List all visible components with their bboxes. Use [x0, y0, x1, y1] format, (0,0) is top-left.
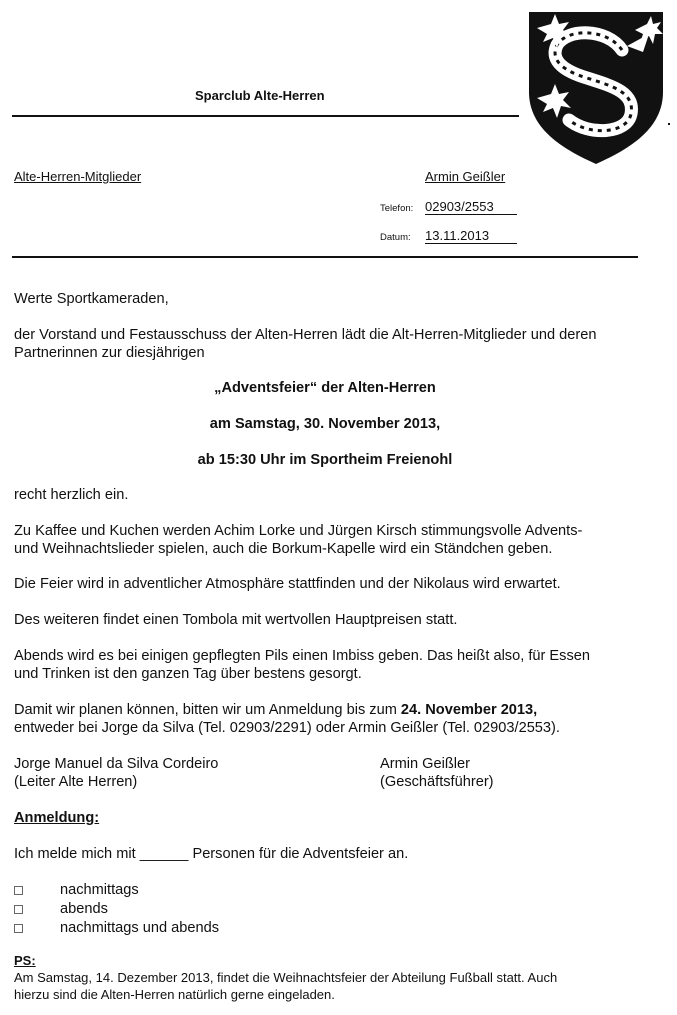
event-title: „Adventsfeier“ der Alten-Herren: [214, 380, 436, 396]
invite-end: recht herzlich ein.: [14, 487, 129, 503]
intro-line-2: Partnerinnen zur diesjährigen: [14, 345, 205, 361]
checkbox-both[interactable]: [14, 924, 23, 933]
datum-value: 13.11.2013: [425, 228, 517, 244]
music-line-1: Zu Kaffee und Kuchen werden Achim Lorke und Jürgen Kirsch stimmungsvolle Advents-: [14, 523, 583, 539]
checkbox-evening[interactable]: [14, 905, 23, 914]
sender-name: Armin Geißler: [425, 169, 506, 184]
option-row-both: [14, 919, 220, 937]
attendance-line: [14, 845, 408, 863]
event-date: am Samstag, 30. November 2013,: [209, 416, 441, 432]
persons-blank: ______: [139, 846, 189, 862]
option-row-evening: [14, 900, 108, 918]
event-time-place: ab 15:30 Uhr im Sportheim Freienohl: [197, 452, 453, 468]
signature-right-name: Armin Geißler: [380, 756, 471, 772]
registration-line-1: [14, 701, 537, 719]
club-crest-logo: [527, 10, 667, 165]
telefon-label: Telefon:: [380, 203, 414, 214]
telefon-value: 02903/2553: [425, 199, 517, 215]
crest-dot: [668, 123, 670, 125]
option-row-afternoon: [14, 881, 139, 899]
attendance-text-a: Ich melde mich mit: [14, 846, 140, 862]
intro-line-1: der Vorstand und Festausschuss der Alten-Herren lädt die Alt-Herren-Mitglieder und deren: [14, 327, 597, 343]
evening-line-1: Abends wird es bei einigen gepflegten Pils einen Imbiss geben. Das heißt also, für Essen: [14, 648, 590, 664]
option-label: abends: [60, 901, 108, 917]
option-label: nachmittags: [60, 882, 139, 898]
checkbox-afternoon[interactable]: [14, 886, 23, 895]
club-name: Sparclub Alte-Herren: [195, 88, 325, 103]
registration-line-2: entweder bei Jorge da Silva (Tel. 02903/2291) oder Armin Geißler (Tel. 02903/2553).: [14, 720, 560, 736]
registration-heading: Anmeldung:: [14, 810, 100, 826]
signature-left-role: (Leiter Alte Herren): [14, 774, 138, 790]
music-line-2: und Weihnachtslieder spielen, auch die Borkum-Kapelle wird ein Ständchen geben.: [14, 541, 553, 557]
header-rule: [12, 115, 519, 117]
datum-label: Datum:: [380, 232, 411, 243]
tombola-line: Des weiteren findet einen Tombola mit wertvollen Hauptpreisen statt.: [14, 612, 458, 628]
signature-right-role: (Geschäftsführer): [380, 774, 494, 790]
signature-left-name: Jorge Manuel da Silva Cordeiro: [14, 756, 219, 772]
option-label: nachmittags und abends: [60, 920, 220, 936]
registration-text: Damit wir planen können, bitten wir um Anmeldung bis zum: [14, 702, 401, 718]
ps-line-2: hierzu sind die Alten-Herren natürlich gerne eingeladen.: [14, 987, 335, 1002]
ps-label: PS:: [14, 953, 36, 968]
atmosphere-line: Die Feier wird in adventlicher Atmosphäre stattfinden und der Nikolaus wird erwartet.: [14, 576, 561, 592]
greeting: Werte Sportkameraden,: [14, 291, 169, 307]
evening-line-2: und Trinken ist den ganzen Tag über bestens gesorgt.: [14, 666, 362, 682]
recipient: Alte-Herren-Mitglieder: [14, 169, 142, 184]
attendance-text-b: Personen für die Adventsfeier an.: [188, 846, 409, 862]
registration-deadline: 24. November 2013,: [400, 702, 538, 718]
address-rule: [12, 256, 638, 258]
ps-line-1: Am Samstag, 14. Dezember 2013, findet die Weihnachtsfeier der Abteilung Fußball statt. Auch: [14, 970, 558, 985]
